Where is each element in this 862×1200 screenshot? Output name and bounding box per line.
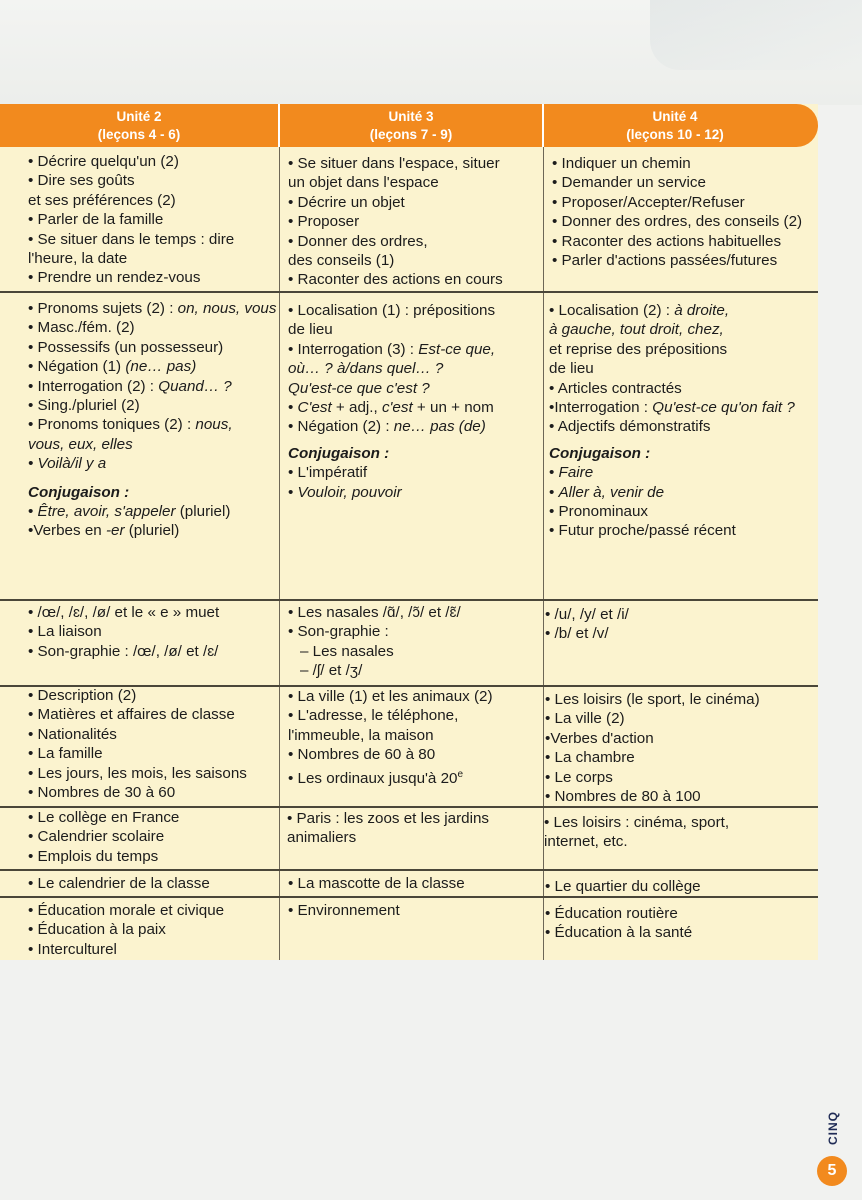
culture-unit-2 [28, 808, 179, 866]
superscript: e [457, 768, 464, 780]
table-line: • Les nasales /ɑ̃/, /ɔ̃/ et /ɛ̃/ [288, 604, 461, 621]
table-line: • La famille [28, 745, 103, 763]
table-line: • L'adresse, le téléphone, [288, 707, 459, 725]
communication-unit-2 [28, 152, 234, 288]
project-unit-3 [288, 874, 465, 893]
table-line: • Voilà/il y a [28, 455, 107, 473]
table-line: • Raconter des actions en cours [288, 271, 503, 289]
text: • [549, 464, 559, 482]
table-line: • L'impératif [288, 464, 368, 482]
phonetics-unit-3 [288, 603, 461, 681]
table-line: • Nombres de 60 à 80 [288, 746, 436, 764]
header-unit-4-title: Unité 4 [652, 108, 698, 124]
citizenship-unit-2 [28, 901, 224, 959]
table-line [288, 417, 495, 436]
table-line: • Possessifs (un possesseur) [28, 338, 224, 356]
table-line: • /œ/, /ɛ/, /ø/ et le « e » muet [28, 604, 220, 621]
phonetics-unit-4 [545, 605, 629, 644]
table-line [28, 415, 276, 434]
citizenship-unit-3 [288, 901, 400, 920]
table-line: où… ? à/dans quel… ? [288, 360, 444, 378]
grammar-unit-3 [288, 301, 495, 502]
table-line: internet, etc. [544, 833, 628, 851]
text: (pluriel) [124, 522, 180, 540]
text-italic: -er [105, 522, 125, 540]
table-line: à gauche, tout droit, chez, [549, 321, 724, 339]
table-line: • Nombres de 80 à 100 [545, 788, 701, 806]
lexicon-unit-4 [545, 690, 760, 806]
text-italic: ne… pas (de) [393, 418, 486, 436]
table-line [28, 502, 276, 521]
table-line: • Articles contractés [549, 379, 682, 397]
text-italic: on, nous, vous [177, 300, 277, 317]
table-line: • Éducation routière [545, 905, 678, 922]
text: • Les ordinaux jusqu'à 20 [288, 769, 458, 787]
table-line: animaliers [287, 829, 357, 847]
text-italic: Qu'est-ce qu'on fait ? [652, 399, 795, 417]
table-line [288, 340, 495, 359]
table-line: – Les nasales [300, 642, 394, 660]
table-line: • La chambre [545, 749, 635, 767]
table-line: • Son-graphie : [288, 623, 389, 641]
table-line: • /b/ et /v/ [545, 625, 609, 643]
table-line: • Localisation (1) : prépositions [288, 302, 496, 319]
table-line: • Demander un service [552, 174, 706, 192]
row-divider [0, 599, 818, 601]
text: • Interrogation (2) : [28, 377, 159, 395]
table-line: • Décrire un objet [288, 193, 405, 211]
culture-unit-3 [287, 809, 489, 848]
table-line: • Calendrier scolaire [28, 828, 165, 846]
text-italic: Aller à, venir de [558, 483, 665, 501]
text-italic: c'est [381, 399, 413, 417]
text-italic: nous, [195, 416, 233, 434]
header-unit-3 [280, 104, 542, 147]
table-line: • Environnement [288, 902, 400, 919]
table-line [28, 377, 276, 396]
text: •Verbes en [28, 522, 106, 540]
table-line: • La ville (2) [545, 710, 625, 728]
table-line: • La ville (1) et les animaux (2) [288, 688, 493, 705]
table-line: • Décrire quelqu'un (2) [28, 153, 179, 170]
table-line [288, 398, 495, 417]
communication-unit-4 [552, 154, 802, 270]
table-line: – /ʃ/ et /ʒ/ [300, 662, 363, 680]
table-line: •Verbes d'action [545, 729, 654, 747]
table-line: • Éducation morale et civique [28, 902, 225, 919]
header-unit-4-lessons: (leçons 10 - 12) [626, 126, 724, 142]
table-line: un objet dans l'espace [288, 174, 439, 192]
text-italic: Quand… ? [158, 377, 232, 395]
table-line: • Proposer/Accepter/Refuser [552, 193, 745, 211]
table-line [549, 483, 795, 502]
table-line: • La liaison [28, 623, 102, 641]
communication-unit-3 [288, 154, 503, 290]
table-line: • Les loisirs : cinéma, sport, [544, 814, 730, 831]
table-line: • Indiquer un chemin [552, 155, 691, 172]
lexicon-unit-2 [28, 686, 247, 802]
table-line: • La mascotte de la classe [288, 875, 465, 892]
header-unit-4 [544, 104, 806, 147]
table-line: • Dire ses goûts [28, 172, 135, 190]
table-line: • Emplois du temps [28, 847, 159, 865]
table-line: • Pronominaux [549, 503, 649, 521]
citizenship-unit-4 [545, 904, 692, 943]
text: • Localisation (2) : [549, 302, 675, 319]
text-italic: Vouloir, pouvoir [297, 483, 402, 501]
text: • [28, 503, 38, 521]
table-line: • Donner des ordres, des conseils (2) [552, 213, 803, 231]
table-line: • Proposer [288, 213, 360, 231]
table-line: • Éducation à la paix [28, 921, 166, 939]
text-italic: C'est [297, 399, 332, 417]
table-line: • Les jours, les mois, les saisons [28, 764, 247, 782]
table-line: Qu'est-ce que c'est ? [288, 379, 430, 397]
table-header [0, 104, 818, 147]
text-italic: Faire [558, 464, 594, 482]
table-line [549, 398, 795, 417]
text: • Pronoms toniques (2) : [28, 416, 196, 434]
table-line: l'heure, la date [28, 250, 128, 268]
page-number: 5 [827, 1162, 837, 1179]
table-line: • Se situer dans le temps : dire [28, 230, 235, 248]
text-italic: Est-ce que, [418, 340, 496, 358]
project-unit-2 [28, 874, 210, 893]
text: + adj., [331, 399, 382, 417]
header-unit-2-lessons: (leçons 4 - 6) [97, 126, 181, 142]
table-line: de lieu [549, 360, 594, 378]
table-line: • Parler d'actions passées/futures [552, 252, 778, 270]
table-line: • Nationalités [28, 725, 117, 743]
text: • Négation (2) : [288, 418, 394, 436]
table-line [549, 463, 795, 482]
table-line: • Nombres de 30 à 60 [28, 784, 176, 802]
text: • [288, 483, 298, 501]
table-line: l'immeuble, la maison [288, 726, 434, 744]
conjugation-heading: Conjugaison : [549, 444, 651, 462]
table-line: • Prendre un rendez-vous [28, 269, 201, 287]
progression-table [0, 104, 818, 960]
table-line [28, 521, 276, 540]
table-line: • Donner des ordres, [288, 232, 428, 250]
text: • Pronoms sujets (2) : [28, 300, 178, 317]
row-divider [0, 291, 818, 293]
text: • Négation (1) [28, 358, 126, 376]
table-line: • Les loisirs (le sport, le cinéma) [545, 691, 760, 708]
conjugation-heading: Conjugaison : [288, 444, 390, 462]
table-line: • Sing./pluriel (2) [28, 397, 140, 415]
table-line [28, 357, 276, 376]
table-line: • Le quartier du collège [545, 878, 701, 895]
table-line: • Raconter des actions habituelles [552, 232, 782, 250]
row-divider [0, 869, 818, 871]
table-line: • Adjectifs démonstratifs [549, 418, 711, 436]
table-line [288, 483, 495, 502]
table-line [28, 299, 276, 318]
background-decoration [650, 0, 862, 70]
text: + un + nom [412, 399, 494, 417]
grammar-unit-2 [28, 299, 276, 541]
text-italic: Être, avoir, s'appeler [37, 503, 176, 521]
culture-unit-4 [544, 813, 729, 852]
text: • Interrogation (3) : [288, 340, 419, 358]
text-italic: (ne… pas) [125, 358, 197, 376]
conjugation-heading: Conjugaison : [28, 483, 130, 501]
header-unit-3-lessons: (leçons 7 - 9) [369, 126, 453, 142]
phonetics-unit-2 [28, 603, 219, 661]
table-line: et ses préférences (2) [28, 191, 176, 209]
header-unit-2-title: Unité 2 [116, 108, 162, 124]
text: • [549, 483, 559, 501]
text: •Interrogation : [549, 399, 653, 417]
table-line: • Description (2) [28, 687, 137, 704]
header-unit-2 [0, 104, 278, 147]
table-line: • Parler de la famille [28, 211, 164, 229]
table-line: • Interculturel [28, 940, 117, 958]
header-unit-3-title: Unité 3 [388, 108, 434, 124]
page-number-badge [817, 1156, 847, 1186]
table-line: • Le corps [545, 768, 613, 786]
table-line: • Matières et affaires de classe [28, 706, 235, 724]
table-line: • Masc./fém. (2) [28, 319, 135, 337]
text-italic: à droite, [674, 302, 730, 319]
table-line: de lieu [288, 321, 333, 339]
table-line: des conseils (1) [288, 252, 395, 270]
table-line: • /u/, /y/ et /i/ [545, 606, 629, 623]
project-unit-4 [545, 877, 701, 896]
table-line: • Le calendrier de la classe [28, 875, 210, 892]
page-number-word: CINQ [826, 1110, 840, 1145]
table-line: vous, eux, elles [28, 435, 133, 453]
text: • [288, 399, 298, 417]
grammar-unit-4 [549, 301, 795, 541]
table-line [549, 301, 795, 320]
table-line: • Paris : les zoos et les jardins [287, 810, 489, 827]
page-number-label [822, 1105, 844, 1150]
table-line [288, 765, 493, 788]
text: (pluriel) [175, 503, 231, 521]
lexicon-unit-3 [288, 687, 493, 788]
table-line: • Se situer dans l'espace, situer [288, 155, 500, 172]
table-line: et reprise des prépositions [549, 340, 728, 358]
table-line: • Le collège en France [28, 809, 180, 826]
table-line: • Futur proche/passé récent [549, 522, 736, 540]
table-line: • Son-graphie : /œ/, /ø/ et /ɛ/ [28, 642, 219, 660]
table-line: • Éducation à la santé [545, 924, 693, 942]
column-divider [279, 147, 280, 960]
